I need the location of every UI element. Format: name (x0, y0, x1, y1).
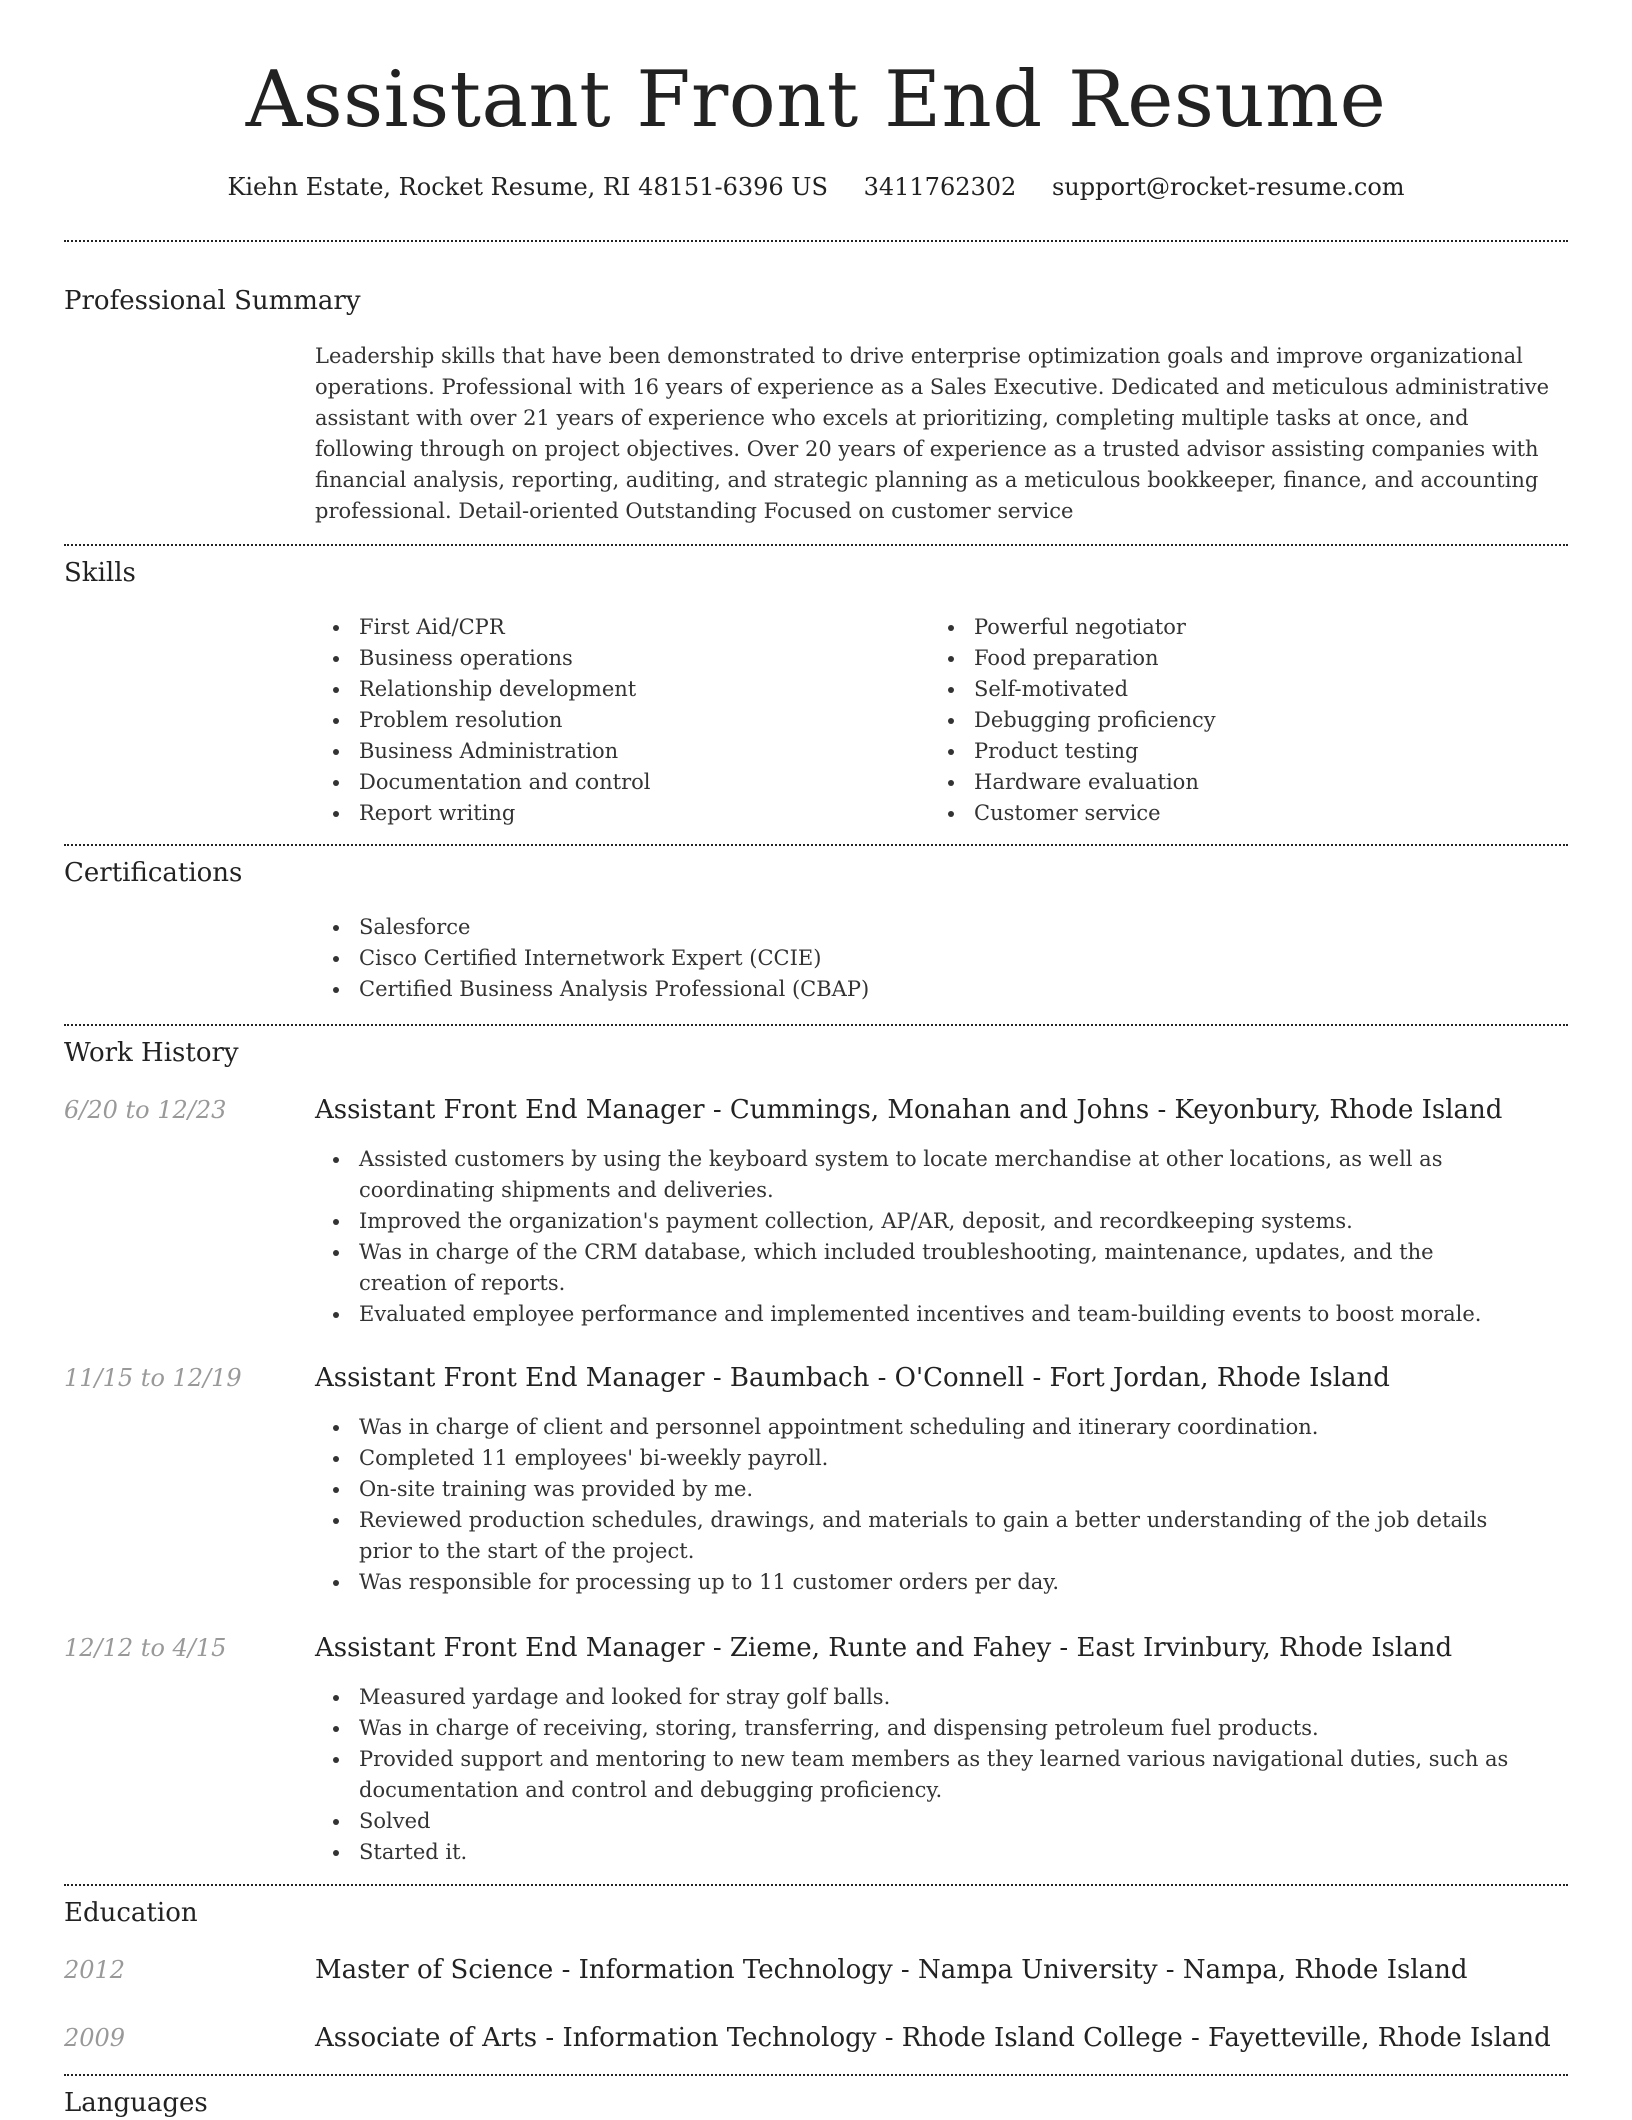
job-bullet: Was in charge of receiving, storing, transferring, and dispensing petroleum fuel products. (359, 1713, 1515, 1744)
section-title-certifications: Certifications (64, 858, 243, 888)
contact-line (64, 170, 1568, 204)
contact-address: Kiehn Estate, Rocket Resume, RI 48151-6396 US (227, 173, 828, 201)
certification-item: Cisco Certified Internetwork Expert (CCIE) (359, 943, 1568, 974)
section-title-work-history: Work History (64, 1038, 239, 1068)
job-bullet: Was responsible for processing up to 11 customer orders per day. (359, 1567, 1515, 1598)
skill-item: Business Administration (359, 736, 915, 767)
skill-item: Report writing (359, 798, 915, 829)
skill-item: Product testing (974, 736, 1530, 767)
skill-item: Documentation and control (359, 767, 915, 798)
skill-item: Relationship development (359, 674, 915, 705)
job-bullet: On-site training was provided by me. (359, 1474, 1515, 1505)
education-degree: Master of Science - Information Technology - Nampa University - Nampa, Rhode Island (315, 1955, 1468, 1985)
skills-column-left (315, 612, 915, 829)
certifications-list (315, 912, 1568, 1005)
job-bullet: Was in charge of the CRM database, which included troubleshooting, maintenance, updates, and the creation of reports. (359, 1237, 1515, 1299)
job-bullet: Reviewed production schedules, drawings, and materials to gain a better understanding of the job details prior to the start of the project. (359, 1505, 1515, 1567)
job-dates: 11/15 to 12/19 (64, 1364, 242, 1392)
skill-item: Food preparation (974, 643, 1530, 674)
divider (64, 2074, 1568, 2076)
divider (64, 844, 1568, 846)
job-bullet: Improved the organization's payment collection, AP/AR, deposit, and recordkeeping systems. (359, 1206, 1515, 1237)
job-title: Assistant Front End Manager - Baumbach - O'Connell - Fort Jordan, Rhode Island (315, 1363, 1390, 1393)
contact-phone: 3411762302 (863, 173, 1017, 201)
skill-item: Debugging proficiency (974, 705, 1530, 736)
job-bullets (315, 1144, 1515, 1330)
certification-item: Salesforce (359, 912, 1568, 943)
skill-item: Customer service (974, 798, 1530, 829)
education-degree: Associate of Arts - Information Technology - Rhode Island College - Fayetteville, Rhode Island (315, 2023, 1551, 2053)
job-bullet: Was in charge of client and personnel appointment scheduling and itinerary coordination. (359, 1412, 1515, 1443)
resume-title: Assistant Front End Resume (245, 55, 1387, 145)
job-bullet: Started it. (359, 1837, 1515, 1868)
skill-item: Business operations (359, 643, 915, 674)
job-bullet: Evaluated employee performance and implemented incentives and team-building events to boost morale. (359, 1299, 1515, 1330)
skill-item: Problem resolution (359, 705, 915, 736)
divider (64, 1024, 1568, 1026)
divider (64, 544, 1568, 546)
certification-item: Certified Business Analysis Professional (CBAP) (359, 974, 1568, 1005)
job-dates: 6/20 to 12/23 (64, 1096, 227, 1124)
section-title-skills: Skills (64, 558, 136, 588)
job-title: Assistant Front End Manager - Cummings, Monahan and Johns - Keyonbury, Rhode Island (315, 1095, 1503, 1125)
skill-item: Powerful negotiator (974, 612, 1530, 643)
section-title-education: Education (64, 1898, 198, 1928)
job-bullets (315, 1412, 1515, 1598)
job-bullet: Measured yardage and looked for stray golf balls. (359, 1682, 1515, 1713)
skill-item: Hardware evaluation (974, 767, 1530, 798)
job-title: Assistant Front End Manager - Zieme, Runte and Fahey - East Irvinbury, Rhode Island (315, 1633, 1453, 1663)
section-title-summary: Professional Summary (64, 286, 361, 316)
education-year: 2012 (64, 1956, 126, 1984)
skill-item: First Aid/CPR (359, 612, 915, 643)
education-year: 2009 (64, 2024, 126, 2052)
skills-column-right (930, 612, 1530, 829)
job-bullet: Assisted customers by using the keyboard system to locate merchandise at other locations, as well as coordinating shipments and deliveries. (359, 1144, 1515, 1206)
job-dates: 12/12 to 4/15 (64, 1634, 227, 1662)
skill-item: Self-motivated (974, 674, 1530, 705)
contact-email[interactable]: support@rocket-resume.com (1051, 173, 1405, 201)
divider (64, 1884, 1568, 1886)
divider (64, 240, 1568, 242)
job-bullet: Solved (359, 1806, 1515, 1837)
skills-list (315, 612, 1568, 832)
job-bullet: Provided support and mentoring to new team members as they learned various navigational duties, such as documentation and control and debugging proficiency. (359, 1744, 1515, 1806)
job-bullet: Completed 11 employees' bi-weekly payroll. (359, 1443, 1515, 1474)
job-bullets (315, 1682, 1515, 1868)
summary-text: Leadership skills that have been demonstrated to drive enterprise optimization goals and improve organizational operations. Professional with 16 years of experience as a Sales Executive. Dedicated and meticulous administrative assistant with over 21 years of experience who excels at prioritizing, completing multiple tasks at once, and following through on project objectives. Over 20 years of experience as a trusted advisor assisting companies with financial analysis, reporting, auditing, and strategic planning as a meticulous bookkeeper, finance, and accounting professional. Detail-oriented Outstanding Focused on customer service (315, 344, 1550, 523)
section-title-languages: Languages (64, 2088, 208, 2118)
